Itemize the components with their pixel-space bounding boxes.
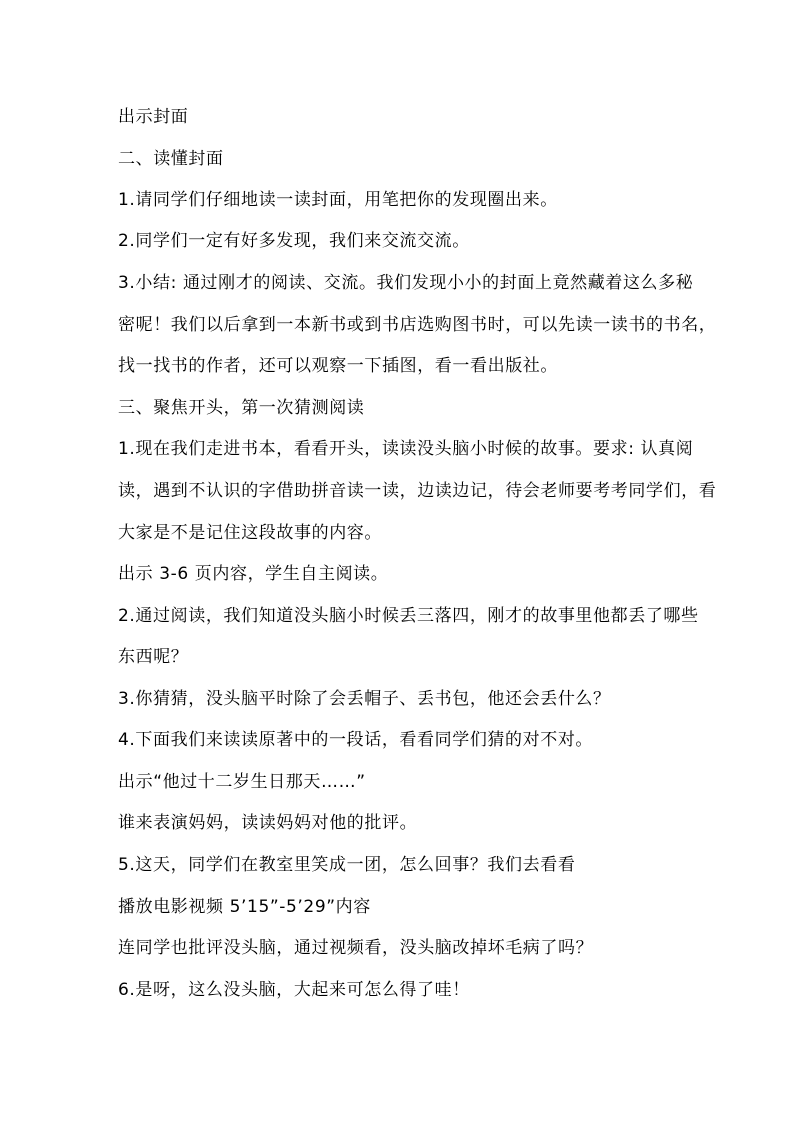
text-line: 1.现在我们走进书本，看看开头，读读没头脑小时候的故事。要求: 认真阅	[118, 439, 694, 459]
text-line: 播放电影视频 5’15”-5’29”内容	[118, 897, 371, 917]
text-line: 出示 3-6 页内容，学生自主阅读。	[118, 564, 389, 584]
text-line: 2.同学们一定有好多发现，我们来交流交流。	[118, 231, 470, 251]
text-line: 东西呢？	[118, 647, 189, 667]
text-line: 大家是不是记住这段故事的内容。	[118, 523, 382, 543]
text-line: 6.是呀，这么没头脑，大起来可怎么得了哇！	[118, 980, 470, 1000]
text-line: 5.这天，同学们在教室里笑成一团，怎么回事？我们去看看	[118, 855, 576, 875]
text-line: 密呢！我们以后拿到一本新书或到书店选购图书时，可以先读一读书的书名，	[118, 315, 717, 335]
text-line: 4.下面我们来读读原著中的一段话，看看同学们猜的对不对。	[118, 730, 594, 750]
text-line: 读，遇到不认识的字借助拼音读一读，边读边记，待会老师要考考同学们，看	[118, 481, 717, 501]
text-line: 谁来表演妈妈，读读妈妈对他的批评。	[118, 813, 418, 833]
section-heading-3: 三、聚焦开头，第一次猜测阅读	[118, 398, 365, 418]
text-line: 2.通过阅读，我们知道没头脑小时候丢三落四，刚才的故事里他都丢了哪些	[118, 606, 699, 626]
text-line: 1.请同学们仔细地读一读封面，用笔把你的发现圈出来。	[118, 190, 558, 210]
text-line: 连同学也批评没头脑，通过视频看，没头脑改掉坏毛病了吗？	[118, 938, 594, 958]
text-line: 3.小结: 通过刚才的阅读、交流。我们发现小小的封面上竟然藏着这么多秘	[118, 273, 694, 293]
text-line: 找一找书的作者，还可以观察一下插图，看一看出版社。	[118, 356, 558, 376]
text-line: 出示“他过十二岁生日那天……”	[118, 772, 366, 792]
section-heading-2: 二、读懂封面	[118, 149, 224, 169]
text-line: 3.你猜猜，没头脑平时除了会丢帽子、丢书包，他还会丢什么？	[118, 689, 611, 709]
text-line-show-cover: 出示封面	[118, 107, 189, 127]
